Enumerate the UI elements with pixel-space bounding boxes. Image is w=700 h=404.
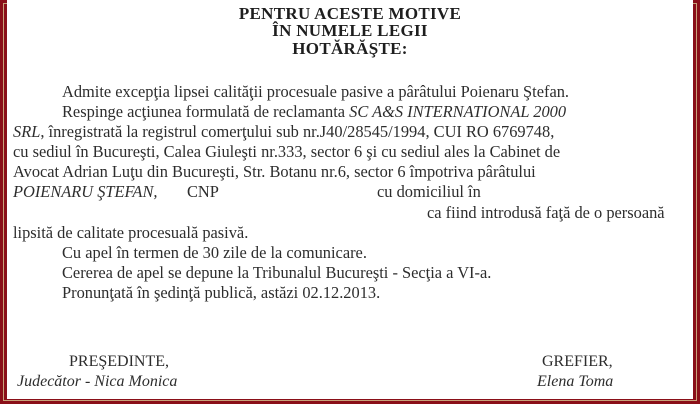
defendant-name	[13, 182, 157, 201]
document-page	[7, 0, 693, 399]
domicile-label: cu domiciliul în	[377, 182, 481, 201]
paragraph-respinge-line-4: Avocat Adrian Luţu din Bucureşti, Str. Botanu nr.6, sector 6 împotriva pârâtului	[13, 162, 536, 181]
paragraph-admite: Admite excepţia lipsei calităţii procesuale pasive a pârâtului Poienaru Ştefan.	[62, 82, 570, 101]
clerk-name: Elena Toma	[537, 373, 614, 390]
cnp-label: CNP	[187, 182, 219, 201]
registry-text: , înregistrată la registrul comerţului sub nr.J40/28545/1994, CUI RO 6769748,	[40, 122, 555, 141]
paragraph-apel-term: Cu apel în termen de 30 zile de la comunicare.	[62, 243, 367, 262]
heading-line-2: ÎN NUMELE LEGII	[272, 21, 428, 40]
heading-line-1: PENTRU ACESTE MOTIVE	[238, 4, 462, 23]
paragraph-respinge-line-2	[13, 122, 554, 141]
paragraph-respinge-line-1	[62, 102, 566, 121]
paragraph-respinge-line-7: lipsită de calitate procesuală pasivă.	[13, 223, 249, 242]
paragraph-apel-filing: Cererea de apel se depune la Tribunalul Bucureşti - Secţia a VI-a.	[62, 263, 492, 282]
plaintiff-company: SC A&S INTERNATIONAL 2000	[349, 102, 567, 121]
defendant-name-text: POIENARU ŞTEFAN,	[13, 182, 158, 201]
paragraph-pronuntata: Pronunţată în şedinţă publică, astăzi 02.12.2013.	[62, 283, 381, 302]
paragraph-respinge-line-6: ca fiind introdusă faţă de o persoană	[427, 203, 665, 222]
plaintiff-company-suffix: SRL	[13, 122, 41, 141]
clerk-title: GREFIER,	[542, 353, 613, 370]
president-title: PREŞEDINTE,	[69, 353, 169, 370]
paragraph-respinge-line-3: cu sediul în Bucureşti, Calea Giuleşti nr.333, sector 6 şi cu sediul ales la Cabinet de	[13, 142, 561, 161]
heading-line-3: HOTĂRĂŞTE:	[292, 39, 408, 58]
president-name: Judecător - Nica Monica	[17, 373, 178, 390]
respinge-text: Respinge acţiunea formulată de reclamanta	[62, 102, 350, 121]
